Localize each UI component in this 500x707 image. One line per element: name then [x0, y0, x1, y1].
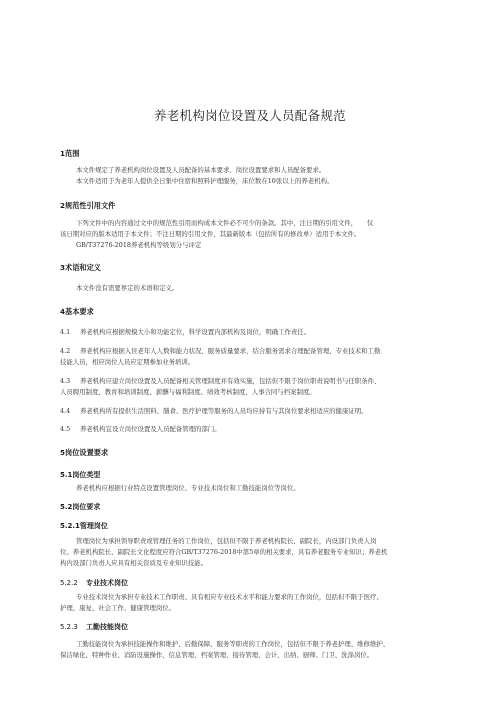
- document-title: 养老机构岗位设置及人员配备规范: [153, 108, 346, 123]
- section-1-paragraph-2: 本文件适用于为老年人提供全日集中住宿和照料护理服务，床位数在10张以上的养老机构。: [76, 177, 334, 185]
- requirement-4-3: [60, 376, 380, 385]
- section-5-2-3-heading: [60, 622, 128, 632]
- section-5-2-2-heading: [60, 578, 128, 588]
- section-5-2-3-title: 工勤技能岗位: [86, 623, 128, 631]
- requirement-number: 4.1: [60, 328, 71, 336]
- section-5-2-1-line-1: 管理岗位为承担领导职责或管理任务的工作岗位，包括但不限于养老机构院长、副院长，内设部门负责人岗: [76, 537, 377, 545]
- section-4-heading: 4基本要求: [60, 307, 94, 316]
- section-5-2-3-number: 5.2.3: [60, 623, 78, 631]
- requirement-4-5: [60, 424, 221, 433]
- requirement-number: 4.3: [60, 377, 71, 385]
- requirement-number: 4.5: [60, 425, 71, 433]
- section-5-2-1-line-2: 位。养老机构院长、副院长文化程度应符合GB/T37276-2018中第5章的相关要求，具有养老服务专业知识；养老机: [60, 548, 388, 556]
- section-5-2-1-line-3: 构内设部门负责人应具有相关资质及专业知识技能。: [60, 559, 207, 567]
- section-5-2-2-line-2: 护理、康复、社会工作、健康管理岗位。: [60, 604, 176, 612]
- section-5-2-3-line-2: 保洁绿化、特种作业、消防设施操作、信息管理、档案管理、接待管理、会计、出纳、厨师、门卫、洗涤岗位。: [60, 651, 374, 659]
- section-3-paragraph: 本文件没有需要界定的术语和定义。: [76, 284, 179, 292]
- requirement-4-2-continued: 技能人员，相应岗位人员应定期参加业务培训。: [60, 358, 195, 366]
- section-2-reference: GB/T37276-2018养老机构等级划分与评定: [76, 241, 202, 249]
- section-5-1-paragraph: 养老机构应根据行业特点设置管理岗位、专业技术岗位和工勤技能岗位等岗位。: [76, 484, 300, 492]
- requirement-text: 养老机构应根据入住老年人人数和能力状况、服务质量要求，结合服务需求合理配备管理、专业技术和工勤: [80, 347, 381, 355]
- section-5-2-1-heading: 5.2.1管理岗位: [60, 522, 108, 530]
- requirement-4-1: [60, 327, 310, 336]
- requirement-text: 养老机构宜设立岗位设置及人员配备管理的部门。: [80, 425, 221, 433]
- requirement-4-3-continued: 人员聘用制度、教育和培训制度、薪酬与福利制度、绩效考核制度、人事合同与档案制度。: [60, 388, 316, 396]
- section-2-heading: 2规范性引用文件: [60, 201, 116, 210]
- requirement-text: 养老机构应建立岗位设置及人员配备相关管理制度并有效实施，包括但不限于岗位职责说明书与任职条件、: [80, 377, 381, 385]
- section-1-heading: 1范围: [60, 149, 80, 158]
- section-5-heading: 5岗位设置要求: [60, 448, 109, 457]
- requirement-text: 养老机构所有提供生活照料、膳食、医疗护理等服务的人员均应持有与其岗位要求相适应的健康证明。: [80, 407, 368, 415]
- section-2-line-2: 该日期对应的版本适用于本文件；不注日期的引用文件，其最新版本（包括所有的修改单）适用于本文件。: [60, 230, 361, 238]
- section-3-heading: 3术语和定义: [60, 263, 101, 272]
- section-5-1-heading: 5.1岗位类型: [60, 471, 101, 479]
- section-5-2-3-line-1: 工勤技能岗位为承担技能操作和维护、后勤保障、服务等职责的工作岗位，包括但不限于养老护理、维修维护、: [76, 640, 390, 648]
- requirement-4-4: [60, 406, 368, 415]
- section-5-2-2-line-1: 专业技术岗位为承担专业技术工作职责、具有相应专业技术水平和能力要求的工作岗位，包括但不限于医疗、: [76, 593, 383, 601]
- section-5-2-2-title: 专业技术岗位: [86, 579, 128, 587]
- section-5-2-2-number: 5.2.2: [60, 579, 78, 587]
- requirement-text: 养老机构应根据规模大小和功能定位，科学设置内部机构及岗位，明确工作责任。: [80, 328, 311, 336]
- requirement-number: 4.4: [60, 407, 71, 415]
- requirement-number: 4.2: [60, 347, 71, 355]
- section-2-line-1: 下列文件中的内容通过文中的规范性引用而构成本文件必不可少的条款。其中，注日期的引用文件， 仅: [76, 219, 374, 227]
- section-1-paragraph-1: 本文件规定了养老机构岗位设置及人员配备的基本要求、岗位设置要求和人员配备要求。: [76, 166, 326, 174]
- section-5-2-heading: 5.2岗位要求: [60, 503, 101, 511]
- requirement-4-2: [60, 346, 380, 355]
